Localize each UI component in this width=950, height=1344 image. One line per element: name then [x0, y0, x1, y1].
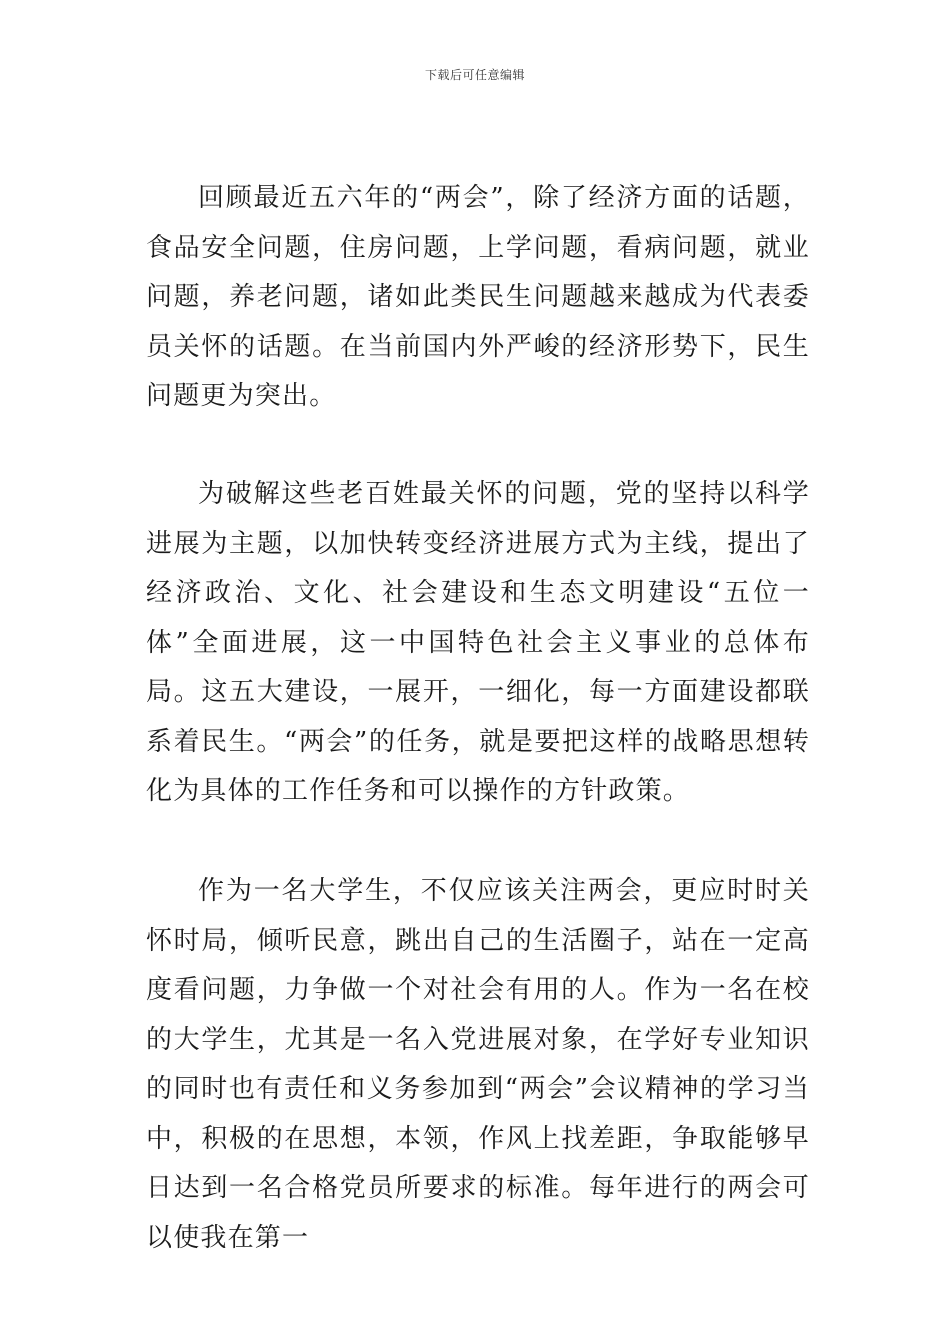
paragraph-3: 作为一名大学生，不仅应该关注两会，更应时时关怀时局，倾听民意，跳出自己的生活圈子，站在一定高度看问题，力争做一个对社会有用的人。作为一名在校的大学生，尤其是一名入党进展对象，在学好专业知识的同时也有责任和义务参加到“两会”会议精神的学习当中，积极的在思想，本领，作风上找差距，争取能够早日达到一名合格党员所要求的标准。每年进行的两会可以使我在第一	[146, 876, 810, 1253]
paragraph-1: 回顾最近五六年的“两会”，除了经济方面的话题，食品安全问题，住房问题，上学问题，看病问题，就业问题，养老问题，诸如此类民生问题越来越成为代表委员关怀的话题。在当前国内外严峻的经济形势下，民生问题更为突出。	[146, 183, 810, 411]
paragraph-2: 为破解这些老百姓最关怀的问题，党的坚持以科学进展为主题，以加快转变经济进展方式为主线，提出了经济政治、文化、社会建设和生态文明建设“五位一体”全面进展，这一中国特色社会主义事业的总体布局。这五大建设，一展开，一细化，每一方面建设都联系着民生。“两会”的任务，就是要把这样的战略思想转化为具体的工作任务和可以操作的方针政策。	[146, 479, 810, 806]
page-header-note: 下载后可任意编辑	[424, 68, 525, 82]
